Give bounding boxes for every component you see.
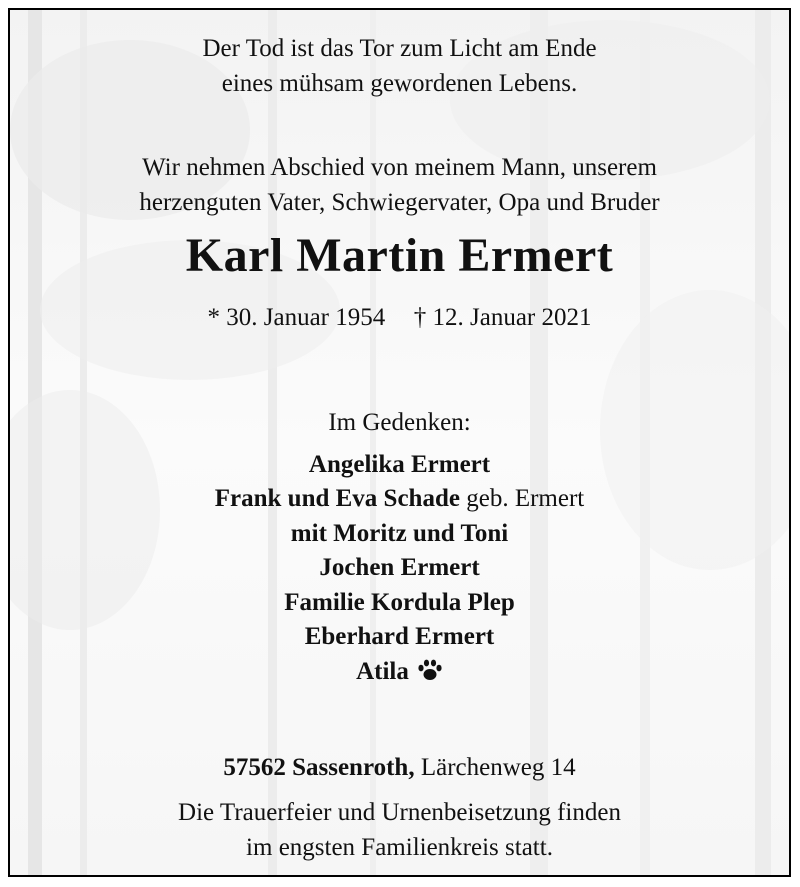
- mourner-3: mit Moritz und Toni: [290, 520, 509, 547]
- mourner-4: Jochen Ermert: [319, 554, 480, 581]
- deceased-name: Karl Martin Ermert: [185, 229, 614, 282]
- intro-line-2: herzenguten Vater, Schwiegervater, Opa und Bruder: [139, 189, 660, 216]
- mourner-7: [10, 655, 789, 689]
- mourner-6: Eberhard Ermert: [304, 623, 495, 650]
- death-date: † 12. Januar 2021: [413, 304, 592, 331]
- obituary-notice: [8, 8, 791, 877]
- life-dates: [10, 301, 789, 335]
- paw-print-icon: [417, 658, 443, 682]
- notice-text: [10, 10, 789, 875]
- mourner-2: [10, 482, 789, 516]
- mourner-7-name: Atila: [356, 658, 409, 685]
- memory-label: Im Gedenken:: [328, 409, 471, 436]
- address-place: 57562 Sassenroth,: [223, 754, 415, 781]
- mourner-2-note: geb. Ermert: [466, 485, 585, 512]
- closing-line-1: Die Trauerfeier und Urnenbeisetzung finden: [178, 799, 621, 826]
- birth-date: * 30. Januar 1954: [207, 304, 386, 331]
- closing-line-2: im engsten Familienkreis statt.: [246, 834, 553, 861]
- address: [10, 751, 789, 785]
- verse-line-2: eines mühsam gewordenen Lebens.: [221, 70, 578, 97]
- address-street: Lärchenweg 14: [420, 754, 576, 781]
- mourner-5: Familie Kordula Plep: [284, 589, 515, 616]
- intro-line-1: Wir nehmen Abschied von meinem Mann, unserem: [142, 154, 657, 181]
- mourner-2-name: Frank und Eva Schade: [214, 485, 460, 512]
- verse-line-1: Der Tod ist das Tor zum Licht am Ende: [202, 35, 597, 62]
- mourner-1: Angelika Ermert: [308, 451, 491, 478]
